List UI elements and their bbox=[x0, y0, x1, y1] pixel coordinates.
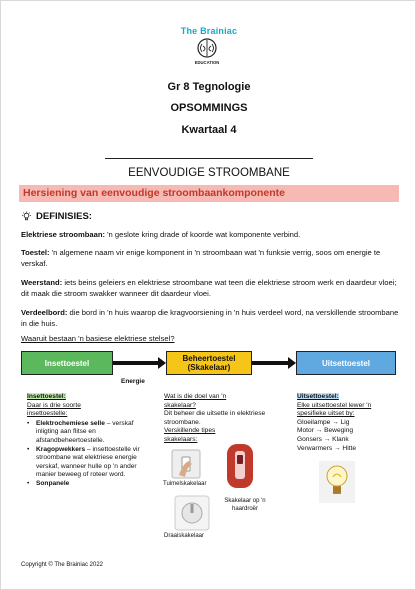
copyright: Copyright © The Brainiac 2022 bbox=[21, 562, 104, 568]
control-text: Dit beheer die uitsette in elektriese stroombane. bbox=[164, 410, 266, 426]
grade-subject: Gr 8 Tegnologie bbox=[167, 81, 251, 93]
page-title: EENVOUDIGE STROOMBANE bbox=[128, 167, 290, 179]
list-item: Verwarmers → Hitte bbox=[297, 444, 356, 452]
term-label: Kwartaal 4 bbox=[181, 124, 237, 136]
rotary-switch-icon bbox=[174, 495, 210, 531]
input-device-box: Insettoestel bbox=[21, 351, 113, 375]
control-box-line1: Beheertoestel bbox=[182, 354, 236, 363]
definition-term: Toestel: bbox=[21, 248, 50, 257]
list-item bbox=[27, 420, 151, 446]
list-item: Gloeilampe → Lig bbox=[297, 418, 350, 426]
switch-types-heading: skakelaars: bbox=[164, 435, 198, 443]
input-intro: insettoestelle: bbox=[27, 410, 68, 418]
list-item-term: Kragopwekkers bbox=[36, 445, 86, 453]
energy-label: Energie bbox=[121, 378, 145, 385]
arrow-shaft bbox=[252, 361, 288, 365]
definition-term: Weerstand: bbox=[21, 278, 63, 287]
caption-line: haardroër bbox=[231, 506, 258, 512]
output-intro: Elke uitsettoestel lewer 'n bbox=[297, 401, 372, 409]
definition-term: Elektriese stroombaan: bbox=[21, 230, 105, 239]
lightbulb-icon bbox=[21, 211, 32, 222]
definitions-heading bbox=[21, 211, 92, 222]
brand-name: The Brainiac bbox=[180, 26, 238, 36]
control-question: skakelaar? bbox=[164, 401, 196, 409]
control-device-box bbox=[166, 351, 252, 375]
definition-circuit bbox=[21, 229, 399, 240]
definition-text: 'n algemene naam vir enige komponent in 'n stroombaan wat 'n funksie verrig, soos om energie te verskaf. bbox=[21, 248, 381, 268]
logo-label: EDUCATION bbox=[194, 60, 220, 65]
definitions-heading-text: DEFINISIES: bbox=[36, 211, 92, 222]
summaries-label: OPSOMMINGS bbox=[170, 102, 248, 114]
rotary-switch-caption: Draaiskakelaar bbox=[164, 533, 205, 539]
control-column bbox=[164, 393, 284, 445]
definition-text: iets beins geleiers en elektriese stroombane wat teen die elektriese stroom werk en daardeur vloei; dit maak die stroom swakker wanneer dit daardeur vloei. bbox=[21, 278, 397, 298]
toggle-switch-icon bbox=[171, 449, 201, 479]
definition-distribution-board bbox=[21, 307, 399, 329]
arrow-right-icon bbox=[288, 357, 296, 369]
input-intro: Daar is drie soorte bbox=[27, 401, 81, 409]
output-column bbox=[297, 393, 407, 453]
switch-types-heading: Verskillende tipes bbox=[164, 427, 216, 435]
list-item-term: Sonpanele bbox=[36, 479, 70, 487]
system-question: Waaruit bestaan 'n basiese elektriese stelsel? bbox=[21, 334, 175, 343]
caption-line: Skakelaar op 'n bbox=[224, 498, 266, 504]
arrow-shaft bbox=[113, 361, 158, 365]
list-item-term: Elektrochemiese selle bbox=[36, 419, 105, 427]
input-column bbox=[27, 393, 151, 489]
input-list bbox=[27, 420, 151, 489]
control-box-line2: (Skakelaar) bbox=[187, 363, 231, 372]
hairdryer-switch-caption bbox=[215, 497, 275, 513]
definition-device bbox=[21, 247, 399, 269]
input-heading: Insettoestel: bbox=[27, 393, 66, 400]
light-bulb-icon bbox=[319, 461, 355, 503]
output-device-box: Uitsettoestel bbox=[296, 351, 396, 375]
brain-logo-icon bbox=[194, 37, 220, 67]
definition-text: 'n geslote kring drade of koorde wat komponente verbind. bbox=[104, 230, 301, 239]
output-intro: spesifieke uitset by: bbox=[297, 410, 355, 418]
list-item: Gonsers → Klank bbox=[297, 435, 349, 443]
hairdryer-switch-icon bbox=[225, 443, 255, 489]
list-item bbox=[27, 480, 151, 489]
control-question: Wat is die doel van 'n bbox=[164, 393, 227, 400]
list-item-text: – insettoestelle vir stroombane wat elektriese energie verskaf, wanneer hulle op 'n ander manier beweeg of roteer word. bbox=[36, 445, 140, 479]
list-item-text: – verskaf inligting aan flitse en afstandbeheertoestelle. bbox=[36, 419, 134, 444]
definition-text: die bord in 'n huis waarop die kragvoorsiening in 'n huis verdeel word, na verskillende stroombane in die huis. bbox=[21, 308, 399, 328]
section-banner bbox=[19, 185, 399, 202]
section-banner-text: Hersiening van eenvoudige stroombaankomponente bbox=[23, 187, 285, 199]
definition-resistance bbox=[21, 277, 399, 299]
arrow-right-icon bbox=[158, 357, 166, 369]
output-heading: Uitsettoestel: bbox=[297, 393, 339, 400]
list-item: Motor → Beweging bbox=[297, 427, 354, 435]
definition-term: Verdeelbord: bbox=[21, 308, 68, 317]
toggle-switch-caption: Tuimelskakelaar bbox=[163, 481, 207, 487]
list-item bbox=[27, 446, 151, 480]
divider bbox=[105, 158, 313, 159]
